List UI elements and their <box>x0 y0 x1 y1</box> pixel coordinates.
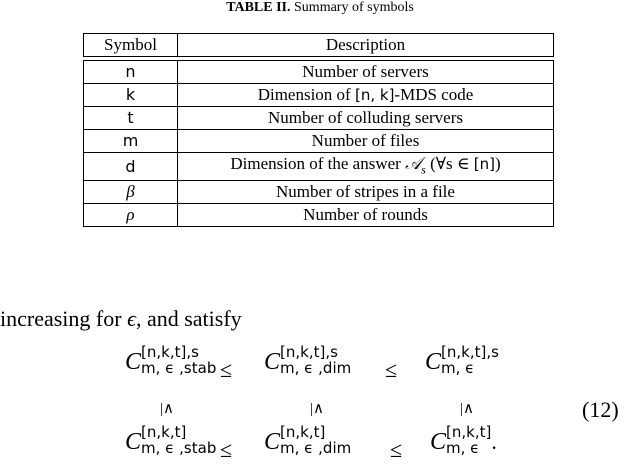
eq-C: C <box>425 349 442 376</box>
eq-term-dim <box>264 423 352 460</box>
eq-sub: m, ϵ ,stab <box>141 439 217 457</box>
symbol-cell: k <box>84 84 178 107</box>
table-label: TABLE II. <box>226 0 291 15</box>
description-cell <box>178 153 554 181</box>
epsilon-symbol: ϵ <box>127 306 136 331</box>
symbol-cell: d <box>84 153 178 181</box>
symbols-table <box>83 33 554 227</box>
description-sub: s <box>421 162 426 177</box>
description-cell: Number of files <box>178 130 554 153</box>
eq-C: C <box>430 429 447 456</box>
table-row <box>84 84 554 107</box>
eq-sub: m, ϵ ,stab <box>141 359 217 377</box>
body-text-post: , and satisfy <box>135 306 242 331</box>
table-caption <box>0 0 640 16</box>
symbol-cell: β <box>84 181 178 204</box>
description-text: (∀s ∈ <box>425 154 474 173</box>
description-text: -MDS code <box>394 85 474 104</box>
eq-term-stab-s <box>125 343 217 380</box>
eq-sup: [n,k,t],s <box>280 343 338 361</box>
description-math: [n, k] <box>354 86 395 104</box>
eq-sup: [n,k,t] <box>280 423 326 441</box>
eq-sup: [n,k,t],s <box>441 343 499 361</box>
eq-vleq-2: |∧ <box>310 401 324 417</box>
table-caption-text: Summary of symbols <box>290 0 414 15</box>
eq-C: C <box>125 429 142 456</box>
description-cell <box>178 84 554 107</box>
description-text: Dimension of the answer <box>230 154 406 173</box>
eq-sub: m, ϵ ,dim <box>280 439 352 457</box>
eq-term-e-s <box>425 343 499 380</box>
eq-vleq-3: |∧ <box>460 401 474 417</box>
table-row <box>84 61 554 84</box>
table-row <box>84 130 554 153</box>
description-cell: Number of servers <box>178 61 554 84</box>
body-text-pre: increasing for <box>0 306 128 331</box>
eq-sub: m, ϵ ,dim <box>280 359 352 377</box>
symbol-cell: ρ <box>84 204 178 227</box>
eq-sup: [n,k,t] <box>446 423 492 441</box>
symbol-cell: t <box>84 107 178 130</box>
eq-term-dim-s <box>264 343 352 380</box>
description-math: [n] <box>473 155 495 173</box>
eq-C: C <box>264 429 281 456</box>
symbol-cell: n <box>84 61 178 84</box>
description-text: ) <box>494 154 501 173</box>
table-row <box>84 181 554 204</box>
header-description: Description <box>178 34 554 57</box>
eq-leq-1: ≤ <box>220 357 233 382</box>
eq-period: . <box>491 429 497 455</box>
eq-term-e <box>430 423 497 460</box>
body-paragraph <box>0 306 242 332</box>
description-math: 𝒜 <box>405 154 422 173</box>
table-row <box>84 107 554 130</box>
eq-C: C <box>125 349 142 376</box>
eq-term-stab <box>125 423 217 460</box>
eq-leq-2: ≤ <box>385 357 398 382</box>
description-text: Dimension of <box>257 85 355 104</box>
header-symbol: Symbol <box>84 34 178 57</box>
eq-sub: m, ϵ <box>441 359 475 377</box>
table-row <box>84 204 554 227</box>
eq-C: C <box>264 349 281 376</box>
equation-number: (12) <box>582 397 619 422</box>
symbol-cell: m <box>84 130 178 153</box>
eq-vleq-1: |∧ <box>160 401 174 417</box>
description-cell: Number of colluding servers <box>178 107 554 130</box>
description-cell: Number of rounds <box>178 204 554 227</box>
eq-sub: m, ϵ <box>446 439 480 457</box>
eq-leq-3: ≤ <box>220 437 233 462</box>
table-row <box>84 153 554 181</box>
eq-leq-4: ≤ <box>390 437 403 462</box>
table-header-row <box>84 34 554 57</box>
eq-sup: [n,k,t] <box>141 423 187 441</box>
eq-sup: [n,k,t],s <box>141 343 199 361</box>
description-cell: Number of stripes in a file <box>178 181 554 204</box>
